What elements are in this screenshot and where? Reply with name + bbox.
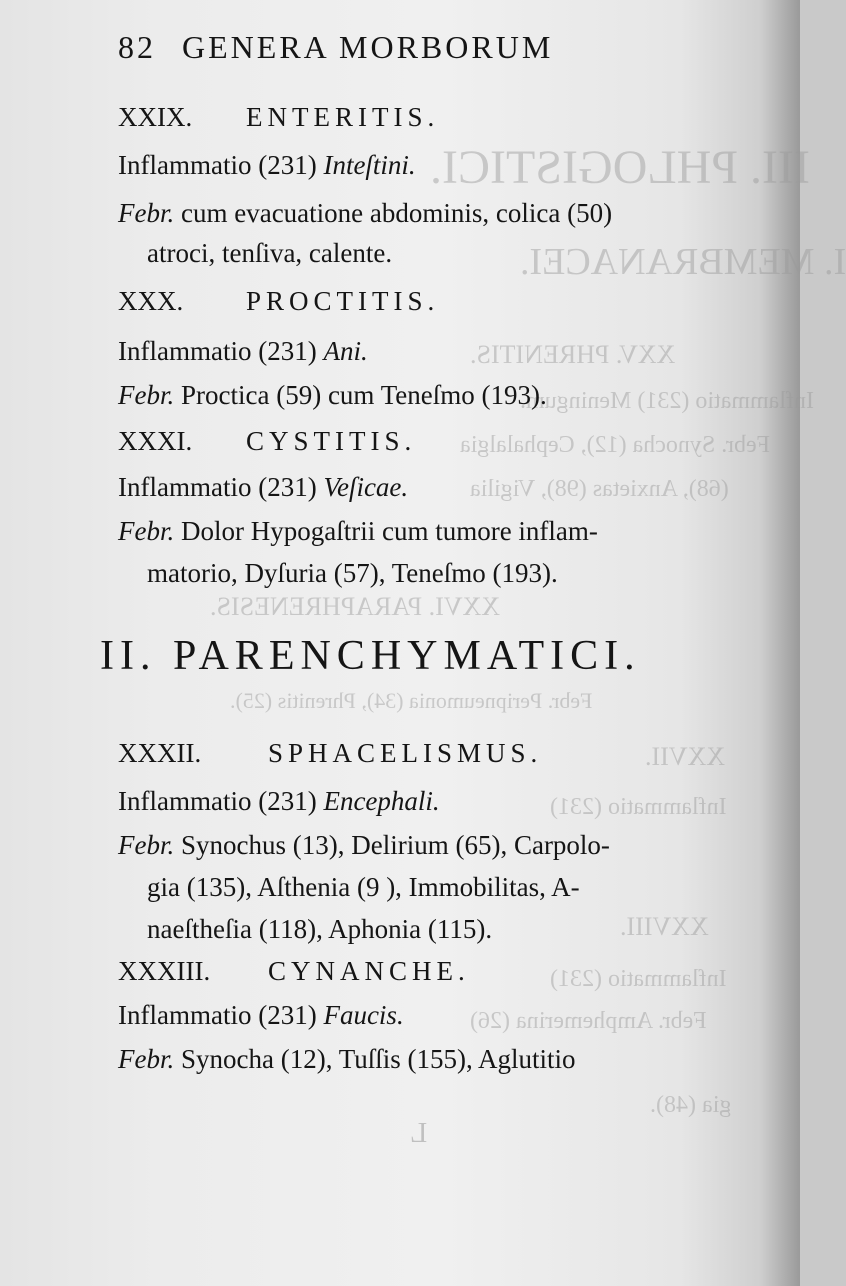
febr-abbr: Febr. xyxy=(118,1044,175,1074)
bleed-line: Febr. Synocha (12), Cephalalgia xyxy=(460,432,770,458)
entry-numeral: XXXII. xyxy=(118,738,202,768)
febr-line xyxy=(118,828,610,862)
inflammatio-ref: (231) xyxy=(258,1000,317,1030)
bleed-line: (68), Anxietas (98), Vigilia xyxy=(470,476,729,502)
inflammatio-ref: (231) xyxy=(258,786,317,816)
entry-numeral: XXXIII. xyxy=(118,956,211,986)
bleed-line: XXV. PHRENITIS. xyxy=(470,340,676,369)
inflammatio-line xyxy=(118,784,440,818)
bleed-line: III. PHLOGISTICI. xyxy=(430,141,810,194)
inflammatio-label: Inflammatio xyxy=(118,336,252,366)
inflammatio-organ: Veſicae. xyxy=(323,472,409,502)
inflammatio-label: Inflammatio xyxy=(118,472,252,502)
entry-name: CYSTITIS. xyxy=(246,426,417,456)
febr-text: Dolor Hypogaſtrii cum tumore inflam- xyxy=(181,516,598,546)
febr-line-cont xyxy=(147,870,580,904)
febr-line-cont xyxy=(147,556,558,590)
entry-heading xyxy=(118,284,439,318)
entry-name: PROCTITIS. xyxy=(246,286,440,316)
febr-line-cont xyxy=(147,236,392,270)
bleed-line: Inflammatio (231) xyxy=(550,794,727,820)
bleed-line: gia (48). xyxy=(650,1092,732,1118)
bleed-signature-mark: L xyxy=(410,1118,428,1149)
inflammatio-organ: Ani. xyxy=(323,336,368,366)
febr-abbr: Febr. xyxy=(118,380,175,410)
entry-heading xyxy=(118,100,439,134)
bleed-line: Inflammatio (231) Meningum. xyxy=(520,388,814,414)
bleed-line: XXVII. xyxy=(645,742,726,771)
febr-text: gia (135), Aſthenia (9 ), Immobilitas, A- xyxy=(147,872,580,902)
entry-name: CYNANCHE. xyxy=(268,956,470,986)
febr-text: Synocha (12), Tuſſis (155), Aglutitio xyxy=(181,1044,576,1074)
page-number: 82 xyxy=(118,29,156,65)
febr-line xyxy=(118,378,547,412)
bleed-line: I. MEMBRANACEI. xyxy=(520,241,846,283)
inflammatio-label: Inflammatio xyxy=(118,1000,252,1030)
febr-text: atroci, tenſiva, calente. xyxy=(147,238,393,268)
bleed-line: Febr. Peripneumonia (34), Phrenitis (25). xyxy=(230,688,593,713)
inflammatio-ref: (231) xyxy=(258,150,317,180)
entry-numeral: XXIX. xyxy=(118,102,193,132)
inflammatio-organ: Encephali. xyxy=(323,786,440,816)
febr-line xyxy=(118,196,612,230)
febr-text: Proctica (59) cum Teneſmo (193). xyxy=(181,380,547,410)
entry-heading xyxy=(118,424,416,458)
running-head xyxy=(118,30,553,64)
febr-line xyxy=(118,1042,576,1076)
bleed-line: Febr. Amphemerina (26) xyxy=(470,1008,707,1034)
febr-text: matorio, Dyſuria (57), Teneſmo (193). xyxy=(147,558,558,588)
bleed-line: Inflammatio (231) xyxy=(550,966,727,992)
febr-line xyxy=(118,514,598,548)
entry-numeral: XXX. xyxy=(118,286,184,316)
febr-text: naeſtheſia (118), Aphonia (115). xyxy=(147,914,493,944)
entry-heading xyxy=(118,954,470,988)
inflammatio-organ: Inteſtini. xyxy=(323,150,416,180)
febr-line-cont xyxy=(147,912,492,946)
febr-abbr: Febr. xyxy=(118,198,175,228)
inflammatio-ref: (231) xyxy=(258,472,317,502)
entry-numeral: XXXI. xyxy=(118,426,193,456)
inflammatio-label: Inflammatio xyxy=(118,150,252,180)
bleed-line: XXVI. PARAPHRENESIS. xyxy=(210,592,501,621)
entry-name: SPHACELISMUS. xyxy=(268,738,543,768)
inflammatio-line xyxy=(118,148,416,182)
inflammatio-line xyxy=(118,334,368,368)
febr-text: Synochus (13), Delirium (65), Carpolo- xyxy=(181,830,610,860)
inflammatio-organ: Faucis. xyxy=(323,1000,404,1030)
inflammatio-label: Inflammatio xyxy=(118,786,252,816)
entry-heading xyxy=(118,736,542,770)
bleed-line: XXVIII. xyxy=(620,912,709,941)
inflammatio-line xyxy=(118,998,404,1032)
running-title: GENERA MORBORUM xyxy=(182,29,554,65)
febr-text: cum evacuatione abdominis, colica (50) xyxy=(181,198,613,228)
entry-name: ENTERITIS. xyxy=(246,102,440,132)
class-title: II. PARENCHYMATICI. xyxy=(100,633,641,679)
inflammatio-line xyxy=(118,470,408,504)
inflammatio-ref: (231) xyxy=(258,336,317,366)
febr-abbr: Febr. xyxy=(118,516,175,546)
febr-abbr: Febr. xyxy=(118,830,175,860)
